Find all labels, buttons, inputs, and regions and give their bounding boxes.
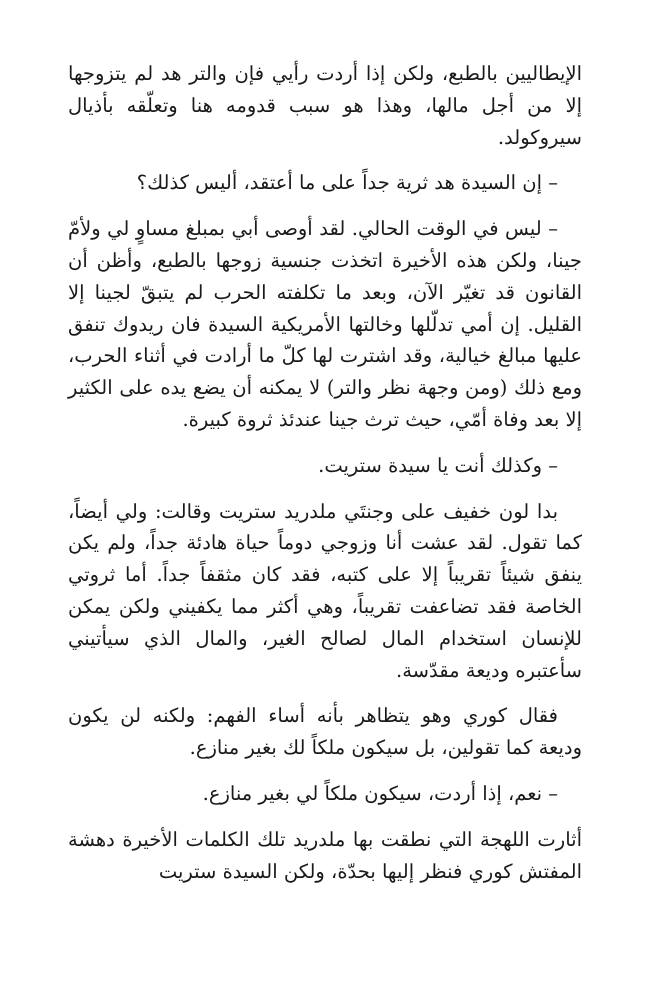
- paragraph: – نعم، إذا أردت، سيكون ملكاً لي بغير منازع.: [202, 781, 558, 805]
- paragraph: أثارت اللهجة التي نطقت بها ملدريد تلك الكلمات الأخيرة دهشة المفتش كوري فنظر إليها بحدّة، ولكن السيدة ستريت: [68, 827, 582, 883]
- page-text: [68, 58, 582, 901]
- paragraph: فقال كوري وهو يتظاهر بأنه أساء الفهم: ولكنه لن يكون وديعة كما تقولين، بل سيكون ملكاً لك بغير منازع.: [68, 704, 582, 760]
- paragraph: بدا لون خفيف على وجنتَي ملدريد ستريت وقالت: ولي أيضاً، كما تقول. لقد عشت أنا وزوجي دوماً حياة هادئة جداً، ولم يكن ينفق شيئاً تقريباً إلا على كتبه، فقد كان مثقفاً جداً. أما ثروتي الخاصة فقد تضاعفت تقريباً، وهي أكثر مما يكفيني ولكن يمكن للإنسان استخدام المال لصالح الغير، والمال الذي سيأتيني سأعتبره وديعة مقدّسة.: [68, 499, 582, 682]
- paragraph: الإيطاليين بالطبع، ولكن إذا أردت رأيي فإن والتر هد لم يتزوجها إلا من أجل مالها، وهذا هو سبب قدومه هنا وتعلّقه بأذيال سيروكولد.: [68, 62, 582, 149]
- paragraph: – إن السيدة هد ثرية جداً على ما أعتقد، أليس كذلك؟: [136, 171, 558, 195]
- paragraph: – ليس في الوقت الحالي. لقد أوصى أبي بمبلغ مساوٍ لي ولأمّ جينا، ولكن هذه الأخيرة اتخذت جنسية زوجها بالطبع، وأظن أن القانون قد تغيّر الآن، وبعد ما تكلفته الحرب لم يتبقّ لجينا إلا القليل. إن أمي تدلّلها وخالتها الأمريكية السيدة فان ريدوك تنفق عليها مبالغ خيالية، وقد اشترت لها كلّ ما أرادت في أثناء الحرب، ومع ذلك (ومن وجهة نظر والتر) لا يمكنه أن يضع يده على الكثير إلا بعد وفاة أمّي، حيث ترث جينا عندئذ ثروة كبيرة.: [68, 217, 582, 431]
- paragraph: – وكذلك أنت يا سيدة ستريت.: [318, 453, 558, 477]
